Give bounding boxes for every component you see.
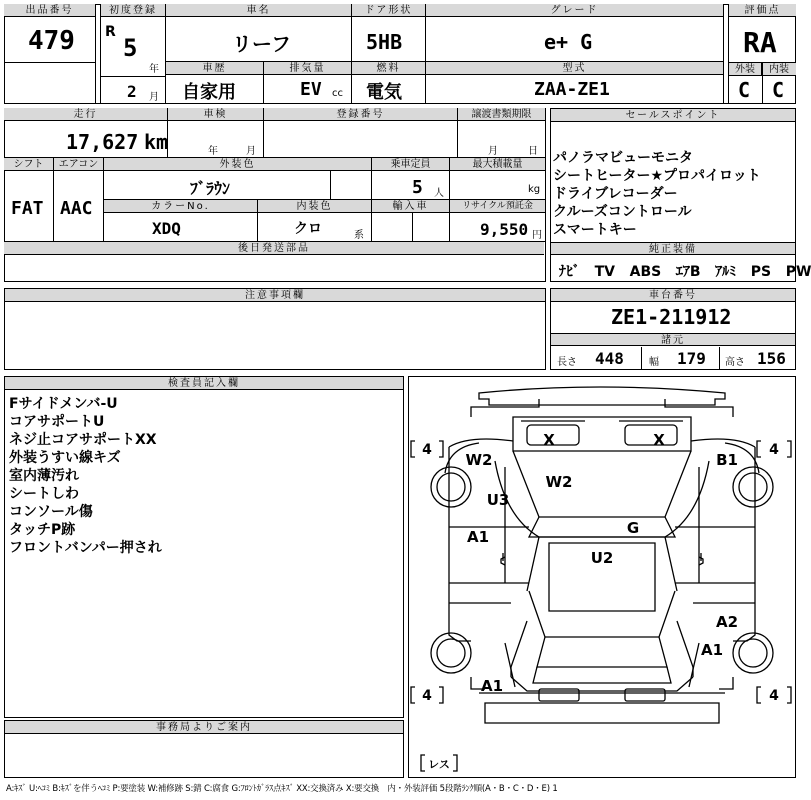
ac: AAC xyxy=(60,198,93,219)
recycle-cell xyxy=(450,200,546,242)
color-no-label: カラーNo. xyxy=(104,200,257,213)
month-unit: 月 xyxy=(149,92,159,103)
shift-label: シフト xyxy=(4,158,53,171)
door-cell xyxy=(352,4,426,62)
mark-w2-hood: W2 xyxy=(545,473,573,491)
capacity: 5 xyxy=(412,177,423,198)
lot-number: 479 xyxy=(28,26,75,56)
height: 156 xyxy=(757,349,786,368)
ext-grade: C xyxy=(738,78,751,102)
transfer-month-unit: 月 xyxy=(488,146,498,157)
history-cell xyxy=(166,62,264,104)
note-line: コンソール傷 xyxy=(9,504,93,520)
ext-label: 外装 xyxy=(729,63,762,76)
car-name: リーフ xyxy=(232,32,291,56)
insp-year-unit: 年 xyxy=(208,146,218,157)
mark-a2: A2 xyxy=(715,613,739,631)
note-line: シートしわ xyxy=(9,486,79,502)
tire-fl: 4 xyxy=(422,442,432,458)
score-label: 評価点 xyxy=(729,4,796,17)
lot-label: 出品番号 xyxy=(4,4,95,17)
color-no: XDQ xyxy=(152,219,181,238)
sales-item: パノラマビューモニタ xyxy=(553,150,693,166)
mark-u3: U3 xyxy=(486,491,510,509)
equipment-item: ｱﾙﾐ xyxy=(715,264,737,280)
sales-item: スマートキー xyxy=(553,222,637,238)
sales-box xyxy=(550,108,811,282)
later-parts-cell xyxy=(4,242,546,282)
load-label: 最大積載量 xyxy=(450,158,545,171)
mileage-label: 走行 xyxy=(4,108,167,121)
equipment-item: PS xyxy=(750,264,772,280)
door-type: 5HB xyxy=(366,30,403,54)
equipment-item: ABS xyxy=(629,264,662,280)
note-line: 外装うすい線キズ xyxy=(9,450,121,466)
spare-tire: レス xyxy=(428,758,450,771)
color-no-cell xyxy=(104,200,258,242)
model-cell xyxy=(426,62,724,104)
fuel-cell xyxy=(352,62,426,104)
sales-item: シートヒーター★プロパイロット xyxy=(553,168,761,184)
ext-color-cell xyxy=(104,158,372,200)
car-diagram-svg xyxy=(409,377,795,777)
note-line: Fサイドメンバ-U xyxy=(9,396,118,412)
grade-label: グレード xyxy=(426,4,723,17)
caution-label: 注意事項欄 xyxy=(5,289,545,302)
capacity-cell xyxy=(372,158,450,200)
dims-label: 諸元 xyxy=(551,333,795,346)
int-color: クロ xyxy=(294,221,322,237)
caution-box xyxy=(4,288,546,370)
recycle-unit: 円 xyxy=(532,230,542,241)
inspector-notes xyxy=(9,395,162,557)
insp-month-unit: 月 xyxy=(246,146,256,157)
equipment-item: ﾅﾋﾞ xyxy=(559,264,580,280)
sales-list xyxy=(553,149,761,239)
recycle: 9,550 xyxy=(480,220,529,239)
note-line: コアサポートU xyxy=(9,414,105,430)
model-label: 型式 xyxy=(426,62,723,75)
height-label: 高さ xyxy=(725,357,745,368)
shift: FAT xyxy=(11,198,44,219)
equipment-item: TV xyxy=(594,264,616,280)
mark-x-left: X xyxy=(543,431,555,449)
inspection-cell xyxy=(168,108,264,158)
capacity-label: 乗車定員 xyxy=(372,158,449,171)
car-diagram xyxy=(408,376,796,778)
chassis-label: 車台番号 xyxy=(551,289,795,302)
grade-cell xyxy=(426,4,724,62)
mark-a1-rear-right: A1 xyxy=(700,641,724,659)
tire-fr: 4 xyxy=(769,442,779,458)
note-line: 室内薄汚れ xyxy=(9,468,79,484)
car-name-cell xyxy=(166,4,352,62)
office-box xyxy=(4,720,404,778)
inspection-label: 車検 xyxy=(168,108,263,121)
int-color-unit: 系 xyxy=(354,230,364,241)
mileage-cell xyxy=(4,108,168,158)
legend: A:ｷｽﾞ U:ﾍｺﾐ B:ｷｽﾞを伴うﾍｺﾐ P:要塗装 W:補修跡 S:錆 C:腐食 G:ﾌﾛﾝﾄｶﾞﾗｽ点ｷｽﾞ XX:交換済み X:要交換 内・外装評価 5段階ﾗﾝｸ順(A・B・C・D・E) 1 xyxy=(6,784,558,794)
displacement-label: 排気量 xyxy=(264,62,351,75)
mileage: 17,627 xyxy=(66,130,139,154)
mark-a1-rear-left: A1 xyxy=(480,677,504,695)
shift-cell xyxy=(4,158,54,242)
fuel-label: 燃料 xyxy=(352,62,425,75)
door-label: ドア形状 xyxy=(352,4,425,17)
chassis-box xyxy=(550,288,796,370)
ac-cell xyxy=(54,158,104,242)
sales-label: セールスポイント xyxy=(551,109,795,122)
ac-label: エアコン xyxy=(54,158,103,171)
car-name-label: 車名 xyxy=(166,4,351,17)
equipment-item: PW xyxy=(785,264,811,280)
mileage-unit: km xyxy=(144,130,169,154)
length-label: 長さ xyxy=(557,357,577,368)
ext-color: ﾌﾞﾗｳﾝ xyxy=(190,179,231,198)
history: 自家用 xyxy=(182,82,236,103)
capacity-unit: 人 xyxy=(434,188,444,199)
recycle-label: リサイクル預託金 xyxy=(450,200,545,213)
note-line: フロントバンパー押され xyxy=(9,540,162,556)
width: 179 xyxy=(677,349,706,368)
length: 448 xyxy=(595,349,624,368)
load-cell xyxy=(450,158,546,200)
width-label: 幅 xyxy=(649,357,659,368)
transfer-cell xyxy=(458,108,546,158)
int-color-cell xyxy=(258,200,372,242)
note-line: ネジ止コアサポートXX xyxy=(9,432,157,448)
displacement-cell xyxy=(264,62,352,104)
sales-item: クルーズコントロール xyxy=(553,204,692,220)
first-reg-cell xyxy=(100,4,166,104)
int-grade: C xyxy=(772,78,785,102)
equipment-label: 純正装備 xyxy=(551,242,795,255)
displacement: EV xyxy=(300,79,322,100)
int-label: 内装 xyxy=(762,63,796,76)
sales-item: ドライブレコーダー xyxy=(553,186,678,202)
mark-x-right: X xyxy=(653,431,665,449)
first-reg-label: 初度登録 xyxy=(101,4,165,17)
note-line: タッチP跡 xyxy=(9,522,76,538)
load-unit: kg xyxy=(528,184,541,195)
fuel: 電気 xyxy=(366,82,402,103)
era: R xyxy=(105,24,116,40)
lot-cell xyxy=(4,4,96,104)
model: ZAA-ZE1 xyxy=(534,79,610,100)
reg-no-cell xyxy=(264,108,458,158)
import-label: 輸入車 xyxy=(372,200,449,213)
inspector-label: 検査員記入欄 xyxy=(5,377,403,390)
score: RA xyxy=(743,26,777,59)
tire-rl: 4 xyxy=(422,688,432,704)
office-label: 事務局よりご案内 xyxy=(5,721,403,734)
displacement-unit: cc xyxy=(332,88,343,99)
equipment-list xyxy=(559,261,811,281)
mark-w2-fender: W2 xyxy=(465,451,493,469)
later-parts-label: 後日発送部品 xyxy=(4,242,544,255)
inspector-box xyxy=(4,376,404,718)
chassis-number: ZE1-211912 xyxy=(611,305,732,329)
reg-month: 2 xyxy=(127,82,137,101)
history-label: 車歴 xyxy=(166,62,263,75)
mark-a1-door: A1 xyxy=(466,528,490,546)
tire-rr: 4 xyxy=(769,688,779,704)
reg-no-label: 登録番号 xyxy=(264,108,457,121)
grade: e+ G xyxy=(544,30,593,54)
ext-color-label: 外装色 xyxy=(104,158,371,171)
import-cell xyxy=(372,200,450,242)
mark-u2: U2 xyxy=(590,549,614,567)
year-unit: 年 xyxy=(149,64,159,75)
mark-b1: B1 xyxy=(716,451,738,469)
reg-year: 5 xyxy=(123,34,138,62)
mark-g: G xyxy=(626,519,640,537)
int-color-label: 内装色 xyxy=(258,200,371,213)
transfer-label: 譲渡書類期限 xyxy=(458,108,545,121)
score-cell xyxy=(728,4,796,104)
equipment-item: ｴｱB xyxy=(675,264,701,280)
transfer-day-unit: 日 xyxy=(528,146,538,157)
